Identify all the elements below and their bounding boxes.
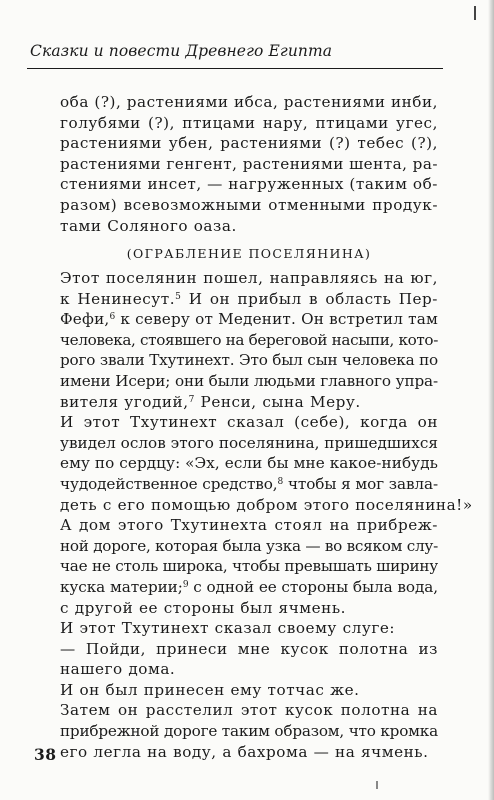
text-line bbox=[60, 474, 438, 495]
text-segment: к северу от Меденит. Он встретил там bbox=[115, 310, 438, 329]
text-segment: с одной ее стороны была вода, bbox=[188, 577, 438, 596]
footnote-marker: 7 bbox=[188, 394, 195, 405]
running-header: Сказки и повести Древнего Египта bbox=[30, 42, 333, 60]
text-line: растениями убен, растениями (?) тебес (?), bbox=[60, 134, 438, 153]
text-line: ной дороге, которая была узка — во всяком слу- bbox=[60, 536, 438, 555]
text-line: прибрежной дороге таким образом, что кромка bbox=[60, 722, 438, 741]
text-line: разом) всевозможными отменными продук- bbox=[60, 195, 438, 214]
text-line: Затем он расстелил этот кусок полотна на bbox=[60, 701, 438, 720]
page-edge-shadow bbox=[488, 0, 494, 800]
text-line bbox=[60, 289, 438, 310]
text-line: деть с его помощью добром этого поселянина!» bbox=[60, 495, 473, 514]
text-line: чае не столь широка, чтобы превышать ширину bbox=[60, 557, 438, 576]
text-line: тами Соляного оаза. bbox=[60, 216, 237, 235]
text-line: растениями генгент, растениями шента, ра- bbox=[60, 154, 438, 173]
scan-speck bbox=[376, 781, 378, 789]
text-segment: Фефи, bbox=[60, 310, 110, 329]
text-line: Этот поселянин пошел, направляясь на юг, bbox=[60, 269, 438, 287]
scan-mark bbox=[474, 6, 476, 20]
text-line: человека, стоявшего на береговой насыпи, кото- bbox=[60, 330, 439, 349]
text-line: И он был принесен ему тотчас же. bbox=[60, 680, 360, 699]
footnote-marker: 9 bbox=[182, 579, 189, 590]
text-line: его легла на воду, а бахрома — на ячмень. bbox=[60, 742, 429, 761]
text-line: нашего дома. bbox=[60, 660, 176, 679]
section-title: (ОГРАБЛЕНИЕ ПОСЕЛЯНИНА) bbox=[126, 246, 372, 261]
intro-paragraph bbox=[60, 92, 438, 236]
text-segment: к Ненинесут. bbox=[60, 289, 176, 308]
text-line: голубями (?), птицами нару, птицами угес, bbox=[60, 113, 438, 132]
text-line: И этот Тхутинехт сказал своему слуге: bbox=[60, 619, 396, 638]
text-line: оба (?), растениями ибса, растениями инби, bbox=[60, 93, 438, 111]
footnote-marker: 8 bbox=[277, 476, 284, 487]
main-text bbox=[60, 268, 473, 762]
header-rule bbox=[27, 68, 443, 69]
footnote-marker: 6 bbox=[109, 312, 116, 323]
page-number: 38 bbox=[34, 745, 57, 764]
text-line: И этот Тхутинехт сказал (себе), когда он bbox=[60, 413, 438, 432]
text-segment: чтобы я мог завла- bbox=[283, 474, 438, 493]
text-segment: вителя угодий, bbox=[60, 392, 189, 411]
text-line: А дом этого Тхутинехта стоял на прибреж- bbox=[60, 516, 438, 535]
text-segment: И он прибыл в область Пер- bbox=[181, 289, 438, 308]
footnote-marker: 5 bbox=[175, 291, 182, 302]
text-line: с другой ее стороны был ячмень. bbox=[60, 598, 347, 617]
text-line bbox=[60, 309, 438, 330]
text-line bbox=[60, 392, 438, 413]
text-line: — Пойди, принеси мне кусок полотна из bbox=[60, 639, 438, 658]
text-line: рого звали Тхутинехт. Это был сын человека по bbox=[60, 351, 438, 370]
text-segment: куска материи; bbox=[60, 577, 183, 596]
text-line: ему по сердцу: «Эх, если бы мне какое-нибудь bbox=[60, 454, 438, 473]
text-line bbox=[60, 577, 438, 598]
text-segment: чудодейственное средство, bbox=[60, 474, 278, 493]
text-segment: Ренси, сына Меру. bbox=[194, 392, 361, 411]
text-line: увидел ослов этого поселянина, пришедшихся bbox=[60, 433, 438, 452]
text-line: имени Исери; они были людьми главного упра- bbox=[60, 371, 438, 390]
text-line: стениями инсет, — нагруженных (таким об- bbox=[60, 175, 438, 194]
